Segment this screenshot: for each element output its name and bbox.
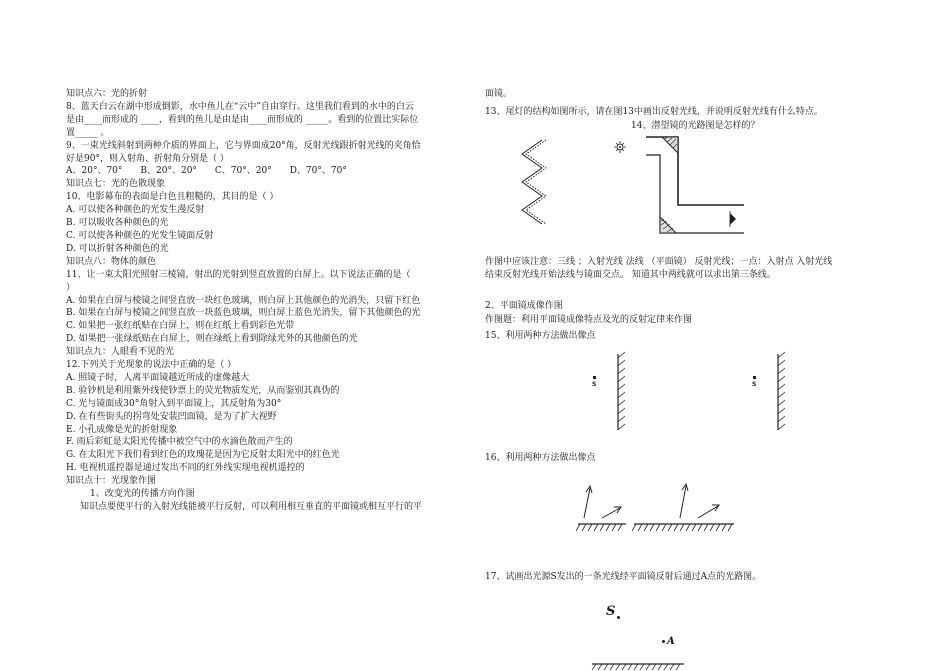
question-13: 13、尾灯的结构如图所示，请在图13中画出反射光线，并说明反射光线有什么特点。 — [485, 107, 823, 117]
sun-icon — [614, 141, 626, 153]
question-12: 12.下列关于光现象的说法中正确的是（ ） — [66, 360, 237, 371]
q15-point-s-2: S — [752, 381, 757, 388]
question-8-line-3: 置_____ 。 — [66, 127, 110, 138]
eye-icon — [730, 211, 736, 227]
knowledge-point-text: 知识点要使平行的入射光线能被平行反射，可以利用相互垂直的平面镜或相互平行的平 — [80, 502, 423, 512]
section-mirror-imaging: 2、平面镜成像作图 — [485, 301, 563, 311]
subheading-change-direction: 1、改变光的传播方向作图 — [90, 489, 195, 500]
question-12-option-a: A. 照镜子时，人离平面镜越近所成的虚像越大 — [66, 372, 250, 383]
q15-mirror-2 — [748, 350, 788, 432]
q16-mirror-1 — [576, 486, 626, 531]
question-11-option-d: D. 如果把一张绿纸贴在白屏上，则在绿纸上看到除绿光外的其他颜色的光 — [66, 334, 358, 345]
question-15: 15、利用两种方法做出像点 — [485, 331, 596, 341]
question-9-options: A、20°、70° B、20°、20° C、70°、20° D、70°、70° — [66, 166, 347, 177]
drawing-note-line-2: 结束反射光线开始法线与镜面交点。 知道其中两线就可以求出第三条线。 — [485, 270, 776, 280]
question-11-line-2: ） — [66, 282, 76, 293]
question-12-option-h: H. 电视机遥控器是通过发出不同的红外线实现电视机遥控的 — [66, 463, 305, 474]
question-9-line-1: 9、一束光线斜射到两种介质的界面上，它与界面成20°角，反射光线跟折射光线的夹角恰 — [66, 140, 421, 151]
lower-mirror — [660, 217, 676, 233]
question-16: 16、利用两种方法做出像点 — [485, 453, 596, 463]
question-10-option-b: B. 可以吸收各种颜色的光 — [66, 218, 169, 229]
question-10-option-d: D. 可以折射各种颜色的光 — [66, 243, 169, 254]
continuation-text: 面镜。 — [485, 89, 513, 99]
question-10-option-c: C. 可以使各种颜色的光发生镜面反射 — [66, 230, 214, 241]
question-12-option-d: D. 在有些街头的拐弯处安装凹面镜，是为了扩大视野 — [66, 411, 277, 422]
question-11-option-c: C. 如果把一张红纸贴在白屏上，则在红纸上看到彩色光带 — [66, 321, 295, 332]
q17-point-a: A — [667, 636, 675, 647]
q17-source-dot — [617, 616, 620, 619]
question-12-option-b: B. 验钞机是利用紫外线使钞票上的荧光物质发光，从而鉴别其真伪的 — [66, 385, 340, 396]
question-17: 17、试画出光源S发出的一条光线经平面镜反射后通过A点的光路图。 — [485, 572, 762, 582]
section-mirror-description: 作图题：利用平面镜成像特点及光的反射定律来作图 — [485, 315, 693, 325]
question-9-line-2: 好是90°，则入射角、折射角分别是（ ） — [66, 153, 229, 164]
q15-mirror-1 — [588, 350, 628, 432]
heading-optics-drawing: 知识点十：光现象作图 — [66, 476, 157, 487]
question-11-option-a: A. 如果在白屏与棱镜之间竖直放一块红色玻璃，则白屏上其他颜色的光消失，只留下红色 — [66, 295, 421, 306]
q17-mirror — [590, 661, 686, 671]
q15-point-s-1: S — [592, 381, 597, 388]
question-10: 10、电影幕布的表面是白色且粗糙的，其目的是（ ） — [66, 192, 279, 203]
tail-light-figure — [512, 138, 552, 226]
q16-mirror-2 — [632, 484, 734, 531]
upper-mirror — [662, 137, 678, 153]
drawing-note-line-1: 作图中应该注意：三线 ；入射光线 法线 （平面镜） 反射光线；一点：入射点 入射光线 — [485, 257, 833, 267]
question-11-line-1: 11、让一束太阳光照射三棱镜，射出的光射到竖直放置的白屏上。以下说法正确的是（ — [66, 269, 411, 280]
question-12-option-c: C. 光与镜面成30°角射入到平面镜上，其反射角为30° — [66, 398, 282, 409]
question-10-option-a: A. 可以使各种颜色的光发生漫反射 — [66, 205, 205, 216]
heading-invisible-light: 知识点九：人眼看不见的光 — [66, 347, 175, 358]
heading-dispersion: 知识点七：光的色散现象 — [66, 179, 166, 190]
question-12-option-g: G. 在太阳光下我们看到红色的玫瑰花是因为它反射太阳光中的红色光 — [66, 450, 340, 461]
question-12-option-f: F. 雨后彩虹是太阳光传播中被空气中的水滴色散而产生的 — [66, 437, 293, 448]
heading-object-color: 知识点八：物体的颜色 — [66, 256, 157, 267]
question-12-option-e: E. 小孔成像是光的折射现象 — [66, 424, 178, 435]
heading-refraction: 知识点六：光的折射 — [66, 89, 148, 99]
q16-figure — [576, 478, 738, 536]
q17-source-s: S — [606, 604, 616, 619]
question-14: 14、潜望镜的光路图是怎样的？ — [631, 121, 760, 131]
question-11-option-b: B. 如果在白屏与棱镜之间竖直放一块蓝色玻璃，则白屏上蓝色光消失，留下其他颜色的光 — [66, 308, 421, 319]
question-8-line-1: 8、蓝天白云在湖中形成倒影，水中鱼儿在“云中”自由穿行。这里我们看到的水中的白云 — [66, 101, 414, 112]
question-8-line-2: 是由____而形成的 ____，看到的鱼儿是由是由____而形成的 _____。看到的位置比实际位 — [66, 114, 419, 125]
q17-point-a-dot — [662, 640, 665, 643]
periscope-figure — [612, 133, 746, 241]
